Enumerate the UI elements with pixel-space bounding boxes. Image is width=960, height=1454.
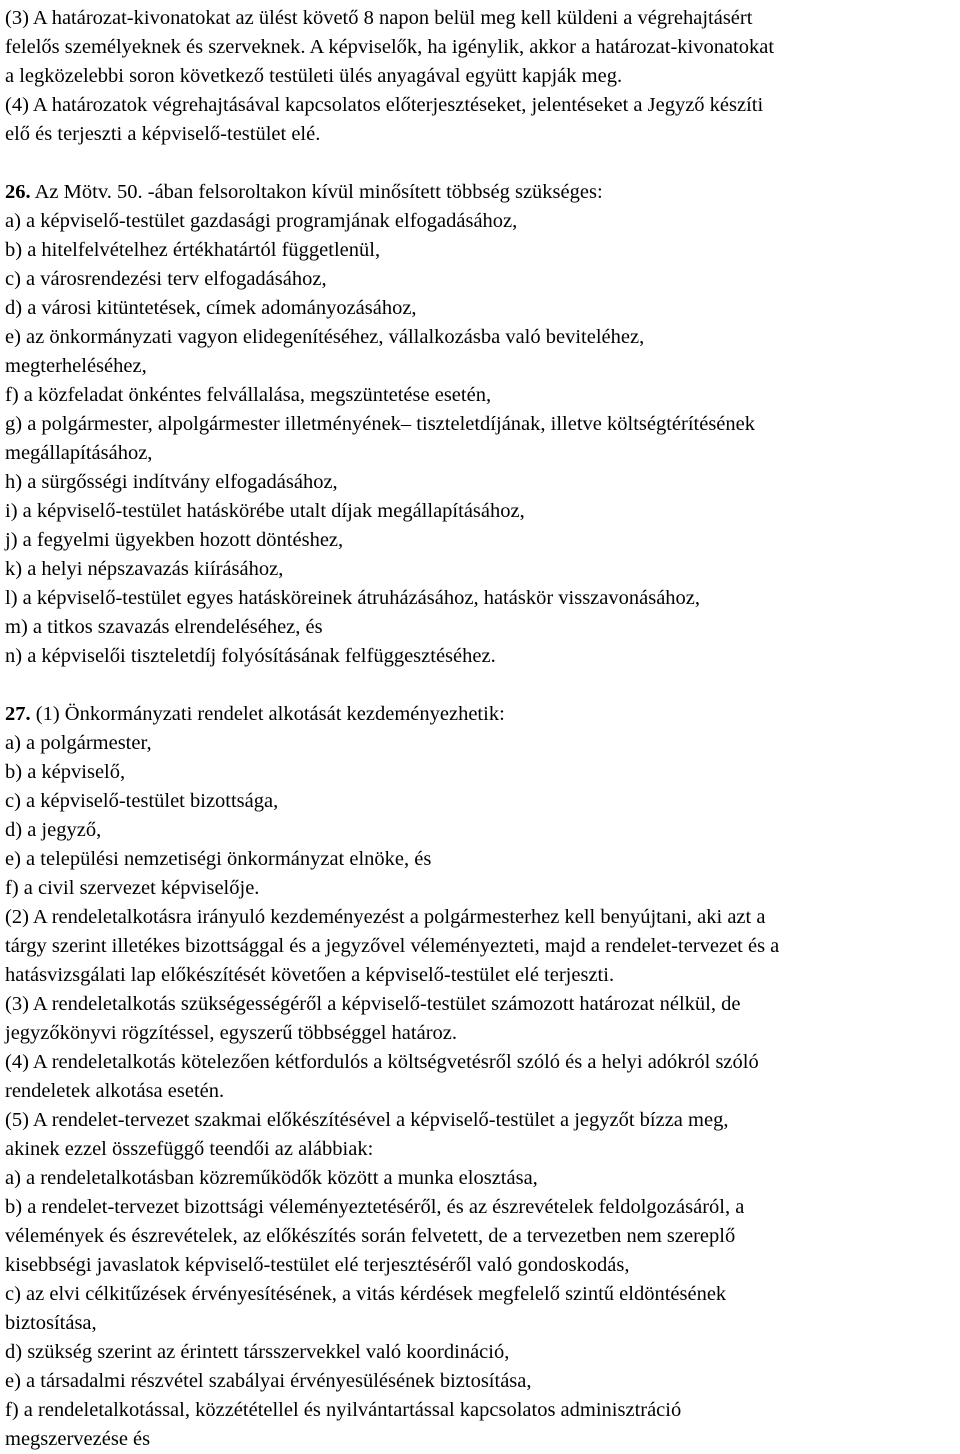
section-27-heading xyxy=(5,700,955,729)
text-line: e) a települési nemzetiségi önkormányzat elnöke, és xyxy=(5,848,432,870)
text-line: (4) A határozatok végrehajtásával kapcsolatos előterjesztéseket, jelentéseket a Jegyző készíti xyxy=(5,94,764,116)
text-line: m) a titkos szavazás elrendeléséhez, és xyxy=(5,616,323,638)
text-line: i) a képviselő-testület hatáskörébe utalt díjak megállapításához, xyxy=(5,500,525,522)
text-line: f) a civil szervezet képviselője. xyxy=(5,877,260,899)
text-line: c) a képviselő-testület bizottsága, xyxy=(5,790,279,812)
text-line: (3) A határozat-kivonatokat az ülést követő 8 napon belül meg kell küldeni a végrehajtásért xyxy=(5,7,753,29)
paragraph-spacer xyxy=(5,671,955,700)
text-line: h) a sürgősségi indítvány elfogadásához, xyxy=(5,471,338,493)
text-line: a legközelebbi soron következő testületi ülés anyagával együtt kapják meg. xyxy=(5,65,623,87)
text-line: d) szükség szerint az érintett társszervekkel való koordináció, xyxy=(5,1341,510,1363)
section-heading-text: Az Mötv. 50. -ában felsoroltakon kívül minősített többség szükséges: xyxy=(30,181,603,203)
text-line: b) a hitelfelvételhez értékhatártól függetlenül, xyxy=(5,239,381,261)
text-line: d) a jegyző, xyxy=(5,819,102,841)
text-line: f) a rendeletalkotással, közzététellel és nyilvántartással kapcsolatos adminisztráció xyxy=(5,1399,682,1421)
text-line: g) a polgármester, alpolgármester illetményének– tiszteletdíjának, illetve költségtérítésének xyxy=(5,413,756,435)
text-line: (2) A rendeletalkotásra irányuló kezdeményezést a polgármesterhez kell benyújtani, aki azt a xyxy=(5,906,766,928)
text-line: megállapításához, xyxy=(5,442,153,464)
text-line: e) az önkormányzati vagyon elidegenítéséhez, vállalkozásba való beviteléhez, xyxy=(5,326,645,348)
text-line: l) a képviselő-testület egyes hatásköreinek átruházásához, hatáskör visszavonásához, xyxy=(5,587,701,609)
section-27-paragraph-3 xyxy=(5,990,955,1048)
text-line: j) a fegyelmi ügyekben hozott döntéshez, xyxy=(5,529,344,551)
text-line: elő és terjeszti a képviselő-testület elé. xyxy=(5,123,321,145)
section-26-list xyxy=(5,207,955,671)
section-number: 27. xyxy=(5,703,31,725)
paragraph-4 xyxy=(5,91,955,149)
text-line: rendeletek alkotása esetén. xyxy=(5,1080,225,1102)
text-line: felelős személyeknek és szerveknek. A képviselők, ha igénylik, akkor a határozat-kivonatokat xyxy=(5,36,775,58)
section-27-list xyxy=(5,729,955,903)
section-number: 26. xyxy=(5,181,31,203)
paragraph-spacer xyxy=(5,149,955,178)
text-line: (4) A rendeletalkotás kötelezően kétfordulós a költségvetésről szóló és a helyi adókról szóló xyxy=(5,1051,759,1073)
text-line: c) az elvi célkitűzések érvényesítésének, a vitás kérdések megfelelő szintű eldöntésének xyxy=(5,1283,727,1305)
paragraph-3 xyxy=(5,4,955,91)
text-line: e) a társadalmi részvétel szabályai érvényesülésének biztosítása, xyxy=(5,1370,532,1392)
text-line: akinek ezzel összefüggő teendői az alábbiak: xyxy=(5,1138,374,1160)
text-line: f) a közfeladat önkéntes felvállalása, megszüntetése esetén, xyxy=(5,384,492,406)
section-27-paragraph-4 xyxy=(5,1048,955,1106)
text-line: b) a képviselő, xyxy=(5,761,126,783)
text-line: megterheléséhez, xyxy=(5,355,147,377)
text-line: biztosítása, xyxy=(5,1312,97,1334)
text-line: vélemények és észrevételek, az előkészítés során felvetett, de a tervezetben nem szereplő xyxy=(5,1225,736,1247)
text-line: hatásvizsgálati lap előkészítését követően a képviselő-testület elé terjeszti. xyxy=(5,964,615,986)
section-26-heading xyxy=(5,178,955,207)
text-line: c) a városrendezési terv elfogadásához, xyxy=(5,268,327,290)
text-line: b) a rendelet-tervezet bizottsági véleményeztetéséről, és az észrevételek feldolgozásáról, a xyxy=(5,1196,745,1218)
text-line: a) a képviselő-testület gazdasági programjának elfogadásához, xyxy=(5,210,518,232)
text-line: (3) A rendeletalkotás szükségességéről a képviselő-testület számozott határozat nélkül, de xyxy=(5,993,741,1015)
section-26 xyxy=(5,178,955,671)
section-27-paragraph-5 xyxy=(5,1106,955,1454)
section-27-paragraph-2 xyxy=(5,903,955,990)
section-27 xyxy=(5,700,955,1454)
text-line: (5) A rendelet-tervezet szakmai előkészítésével a képviselő-testület a jegyzőt bízza meg, xyxy=(5,1109,729,1131)
text-line: jegyzőkönyvi rögzítéssel, egyszerű többséggel határoz. xyxy=(5,1022,457,1044)
text-line: k) a helyi népszavazás kiírásához, xyxy=(5,558,284,580)
section-heading-text: (1) Önkormányzati rendelet alkotását kezdeményezhetik: xyxy=(30,703,505,725)
text-line: d) a városi kitüntetések, címek adományozásához, xyxy=(5,297,417,319)
text-line: n) a képviselői tiszteletdíj folyósításának felfüggesztéséhez. xyxy=(5,645,496,667)
text-line: a) a polgármester, xyxy=(5,732,152,754)
text-line: megszervezése és xyxy=(5,1428,151,1450)
text-line: a) a rendeletalkotásban közreműködők között a munka elosztása, xyxy=(5,1167,538,1189)
text-line: kisebbségi javaslatok képviselő-testület elé terjesztéséről való gondoskodás, xyxy=(5,1254,630,1276)
text-line: tárgy szerint illetékes bizottsággal és a jegyzővel véleményezteti, majd a rendelet-tervezet és a xyxy=(5,935,780,957)
